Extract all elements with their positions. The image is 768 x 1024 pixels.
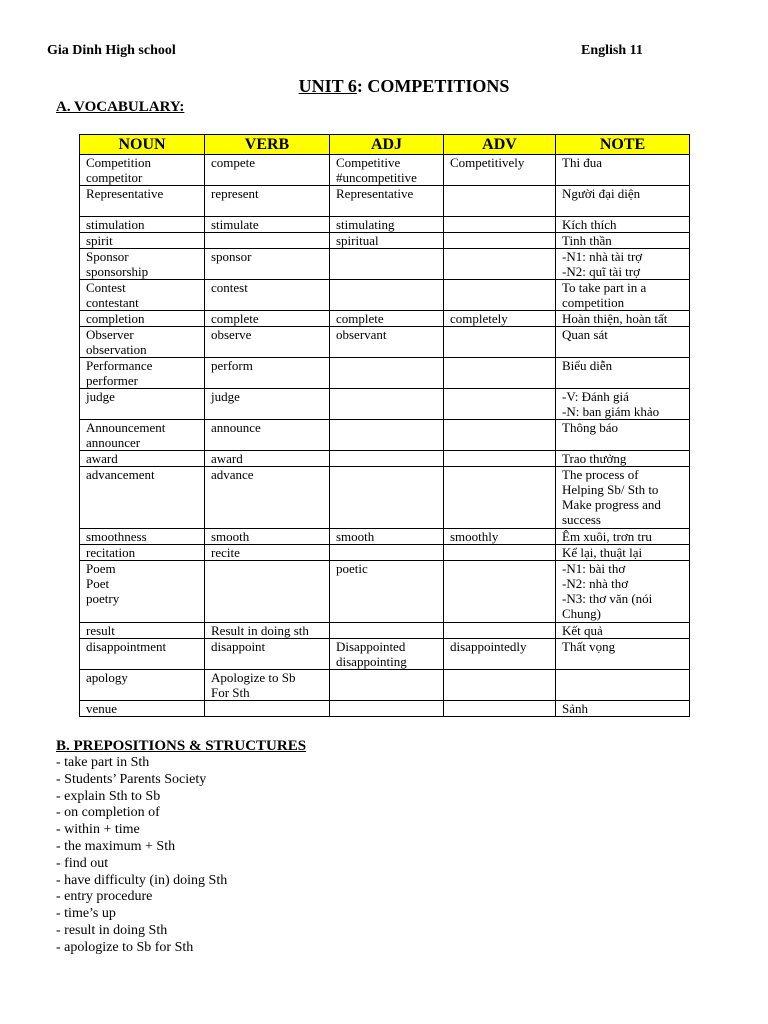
noun-cell: apology xyxy=(80,670,205,701)
adv-cell xyxy=(444,327,556,358)
table-row xyxy=(80,186,690,217)
adv-cell xyxy=(444,451,556,467)
adv-cell xyxy=(444,420,556,451)
noun-cell: stimulation xyxy=(80,217,205,233)
adj-cell xyxy=(330,701,444,717)
adv-cell xyxy=(444,280,556,311)
table-header-row xyxy=(80,135,690,155)
table-row xyxy=(80,327,690,358)
table-row xyxy=(80,420,690,451)
list-item: - time’s up xyxy=(56,906,116,922)
verb-cell: Apologize to Sb For Sth xyxy=(205,670,330,701)
noun-cell: smoothness xyxy=(80,529,205,545)
section-a-heading: A. VOCABULARY: xyxy=(56,99,185,115)
verb-cell xyxy=(205,561,330,623)
noun-cell: spirit xyxy=(80,233,205,249)
noun-cell: Announcement announcer xyxy=(80,420,205,451)
note-cell: Thông báo xyxy=(556,420,690,451)
subject-name: English 11 xyxy=(581,43,643,58)
table-row xyxy=(80,529,690,545)
noun-cell: award xyxy=(80,451,205,467)
adj-cell xyxy=(330,545,444,561)
section-b-heading: B. PREPOSITIONS & STRUCTURES xyxy=(56,738,307,754)
list-item: - on completion of xyxy=(56,805,160,821)
note-cell xyxy=(556,670,690,701)
verb-cell: announce xyxy=(205,420,330,451)
noun-cell: Observer observation xyxy=(80,327,205,358)
adv-cell xyxy=(444,249,556,280)
note-cell: Sảnh xyxy=(556,701,690,717)
noun-cell: Performance performer xyxy=(80,358,205,389)
table-row xyxy=(80,280,690,311)
noun-cell: venue xyxy=(80,701,205,717)
verb-cell xyxy=(205,701,330,717)
school-name: Gia Dinh High school xyxy=(47,43,176,58)
adj-cell xyxy=(330,358,444,389)
noun-cell: advancement xyxy=(80,467,205,529)
verb-cell: advance xyxy=(205,467,330,529)
adj-cell xyxy=(330,420,444,451)
table-row xyxy=(80,155,690,186)
adj-cell: Disappointed disappointing xyxy=(330,639,444,670)
list-item: - have difficulty (in) doing Sth xyxy=(56,872,228,888)
list-item: - result in doing Sth xyxy=(56,922,168,938)
verb-cell: represent xyxy=(205,186,330,217)
header-adj: ADJ xyxy=(330,135,444,155)
note-cell: Hoàn thiện, hoàn tất xyxy=(556,311,690,327)
adj-cell: Competitive #uncompetitive xyxy=(330,155,444,186)
list-item: - take part in Sth xyxy=(56,755,150,770)
header-adv: ADV xyxy=(444,135,556,155)
adv-cell xyxy=(444,670,556,701)
note-cell: Kết quả xyxy=(556,623,690,639)
verb-cell: compete xyxy=(205,155,330,186)
adj-cell xyxy=(330,670,444,701)
verb-cell: observe xyxy=(205,327,330,358)
table-row xyxy=(80,639,690,670)
table-row xyxy=(80,233,690,249)
noun-cell: result xyxy=(80,623,205,639)
verb-cell: judge xyxy=(205,389,330,420)
verb-cell xyxy=(205,233,330,249)
noun-cell: Contest contestant xyxy=(80,280,205,311)
list-item: - the maximum + Sth xyxy=(56,838,176,854)
list-item: - explain Sth to Sb xyxy=(56,788,161,804)
adj-cell: complete xyxy=(330,311,444,327)
adv-cell xyxy=(444,701,556,717)
verb-cell: complete xyxy=(205,311,330,327)
list-item: - within + time xyxy=(56,822,140,838)
table-row xyxy=(80,670,690,701)
note-cell: -N1: bài thơ -N2: nhà thơ -N3: thơ văn (nói Chung) xyxy=(556,561,690,623)
table-row xyxy=(80,389,690,420)
note-cell: Tinh thần xyxy=(556,233,690,249)
structures-list xyxy=(56,755,227,957)
adv-cell xyxy=(444,389,556,420)
header-note: NOTE xyxy=(556,135,690,155)
note-cell: Quan sát xyxy=(556,327,690,358)
header-noun: NOUN xyxy=(80,135,205,155)
noun-cell: Competition competitor xyxy=(80,155,205,186)
adj-cell: poetic xyxy=(330,561,444,623)
header-verb: VERB xyxy=(205,135,330,155)
list-item: - entry procedure xyxy=(56,889,153,905)
adj-cell: observant xyxy=(330,327,444,358)
adv-cell: completely xyxy=(444,311,556,327)
table-row xyxy=(80,358,690,389)
noun-cell: Sponsor sponsorship xyxy=(80,249,205,280)
adj-cell xyxy=(330,467,444,529)
noun-cell: Representative xyxy=(80,186,205,217)
table-body xyxy=(80,155,690,717)
table-row xyxy=(80,217,690,233)
adj-cell: stimulating xyxy=(330,217,444,233)
verb-cell: sponsor xyxy=(205,249,330,280)
adj-cell xyxy=(330,249,444,280)
table-row xyxy=(80,467,690,529)
adj-cell xyxy=(330,623,444,639)
adv-cell: disappointedly xyxy=(444,639,556,670)
adj-cell xyxy=(330,451,444,467)
adj-cell xyxy=(330,389,444,420)
note-cell: Trao thưởng xyxy=(556,451,690,467)
adj-cell: smooth xyxy=(330,529,444,545)
noun-cell: Poem Poet poetry xyxy=(80,561,205,623)
adv-cell xyxy=(444,561,556,623)
adv-cell xyxy=(444,467,556,529)
noun-cell: disappointment xyxy=(80,639,205,670)
note-cell: -N1: nhà tài trợ -N2: quĩ tài trợ xyxy=(556,249,690,280)
note-cell: Kích thích xyxy=(556,217,690,233)
table-row xyxy=(80,451,690,467)
page-title xyxy=(0,76,768,97)
note-cell: The process of Helping Sb/ Sth to Make progress and success xyxy=(556,467,690,529)
unit-number: UNIT 6 xyxy=(298,76,357,96)
verb-cell: stimulate xyxy=(205,217,330,233)
adj-cell: Representative xyxy=(330,186,444,217)
list-item: - apologize to Sb for Sth xyxy=(56,939,194,955)
note-cell: Thi đua xyxy=(556,155,690,186)
adj-cell: spiritual xyxy=(330,233,444,249)
verb-cell: recite xyxy=(205,545,330,561)
table-row xyxy=(80,545,690,561)
note-cell: -V: Đánh giá -N: ban giám khảo xyxy=(556,389,690,420)
verb-cell: disappoint xyxy=(205,639,330,670)
adv-cell xyxy=(444,358,556,389)
adv-cell xyxy=(444,233,556,249)
list-item: - Students’ Parents Society xyxy=(56,771,207,787)
note-cell: Kể lại, thuật lại xyxy=(556,545,690,561)
vocabulary-table xyxy=(79,134,690,717)
adv-cell xyxy=(444,623,556,639)
adv-cell xyxy=(444,217,556,233)
adv-cell xyxy=(444,545,556,561)
verb-cell: contest xyxy=(205,280,330,311)
adj-cell xyxy=(330,280,444,311)
note-cell: To take part in a competition xyxy=(556,280,690,311)
list-item: - find out xyxy=(56,855,109,871)
table-row xyxy=(80,249,690,280)
table-row xyxy=(80,701,690,717)
noun-cell: judge xyxy=(80,389,205,420)
note-cell: Biểu diễn xyxy=(556,358,690,389)
noun-cell: recitation xyxy=(80,545,205,561)
adv-cell: Competitively xyxy=(444,155,556,186)
note-cell: Người đại diện xyxy=(556,186,690,217)
verb-cell: smooth xyxy=(205,529,330,545)
verb-cell: perform xyxy=(205,358,330,389)
adv-cell xyxy=(444,186,556,217)
table-row xyxy=(80,311,690,327)
unit-topic: : COMPETITIONS xyxy=(356,76,510,96)
table-row xyxy=(80,623,690,639)
adv-cell: smoothly xyxy=(444,529,556,545)
verb-cell: award xyxy=(205,451,330,467)
noun-cell: completion xyxy=(80,311,205,327)
verb-cell: Result in doing sth xyxy=(205,623,330,639)
table-row xyxy=(80,561,690,623)
note-cell: Thất vọng xyxy=(556,639,690,670)
note-cell: Êm xuôi, trơn tru xyxy=(556,529,690,545)
